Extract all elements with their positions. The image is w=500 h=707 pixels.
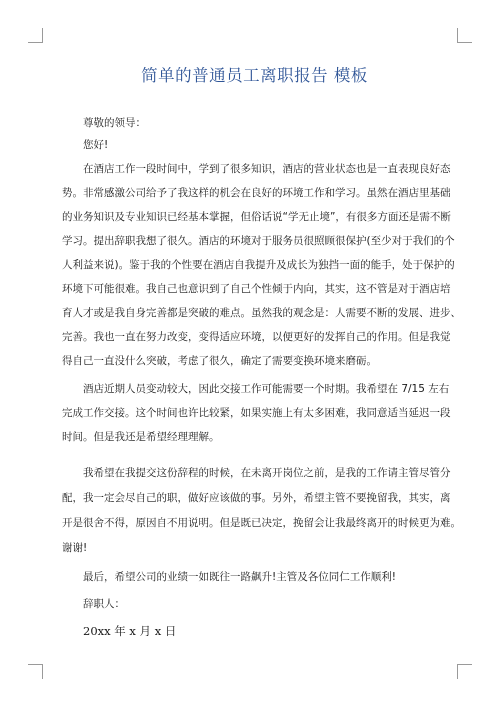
closing-line: 最后，希望公司的业绩一如既往一路飙升!主管及各位同仁工作顺利! [83,571,396,583]
paragraph-1-line: 得自己一直没什么突破，考虑了很久，确定了需要变换环境来磨砺。 [62,355,377,367]
paragraph-1-line: 人利益来说)。鉴于我的个性要在酒店自我提升及成长为独挡一面的能手，处于保护的 [62,259,455,271]
crop-mark-bottom-left [28,664,43,679]
document-title: 简单的普通员工离职报告 模板 [141,66,368,85]
crop-mark-top-left [28,28,43,43]
date-line: 20xx 年 x 月 x 日 [83,624,177,638]
paragraph-1-line: 在酒店工作一段时间中，学到了很多知识，酒店的营业状态也是一直表现良好态 [83,163,451,175]
crop-mark-bottom-right [457,664,472,679]
paragraph-2-line: 完成工作交接。这个时间也许比较紧，如果实施上有太多困难，我同意适当延迟一段 [62,407,451,419]
crop-mark-top-right [457,28,472,43]
paragraph-1-line: 环境下可能很难。我自己也意识到了自己个性倾于内向，其实，这不管是对于酒店培 [62,283,451,295]
paragraph-1-line: 学习。提出辞职我想了很久。酒店的环境对于服务员很照顾很保护(至少对于我们的个 [62,235,455,247]
paragraph-1-line: 势。非常感激公司给予了我这样的机会在良好的环境工作和学习。虽然在酒店里基础 [62,187,451,199]
signature-label: 辞职人： [83,598,125,610]
paragraph-3-line: 开是很舍不得，原因自不用说明。但是既已决定，挽留会让我最终离开的时候更为难。 [62,517,461,529]
paragraph-3-line: 配，我一定会尽自己的职，做好应该做的事。另外，希望主管不要挽留我，其实，离 [62,492,451,504]
paragraph-3-line: 谢谢! [62,542,88,554]
paragraph-3-line: 我希望在我提交这份辞程的时候，在未离开岗位之前，是我的工作请主管尽管分 [83,467,451,479]
paragraph-1-line: 的业务知识及专业知识已经基本掌握，但俗话说“学无止境”，有很多方面还是需不断 [62,211,451,223]
paragraph-1-line: 育人才或是我自身完善都是突破的难点。虽然我的观念是：人需要不断的发展、进步、 [62,307,461,319]
greeting: 您好! [83,139,109,151]
paragraph-1-line: 完善。我也一直在努力改变，变得适应环境，以便更好的发挥自己的作用。但是我觉 [62,331,451,343]
paragraph-2-line: 时间。但是我还是希望经理理解。 [62,431,220,443]
paragraph-2-line: 酒店近期人员变动较大，因此交接工作可能需要一个时期。我希望在 7/15 左右 [83,383,450,395]
salutation: 尊敬的领导： [83,117,146,129]
